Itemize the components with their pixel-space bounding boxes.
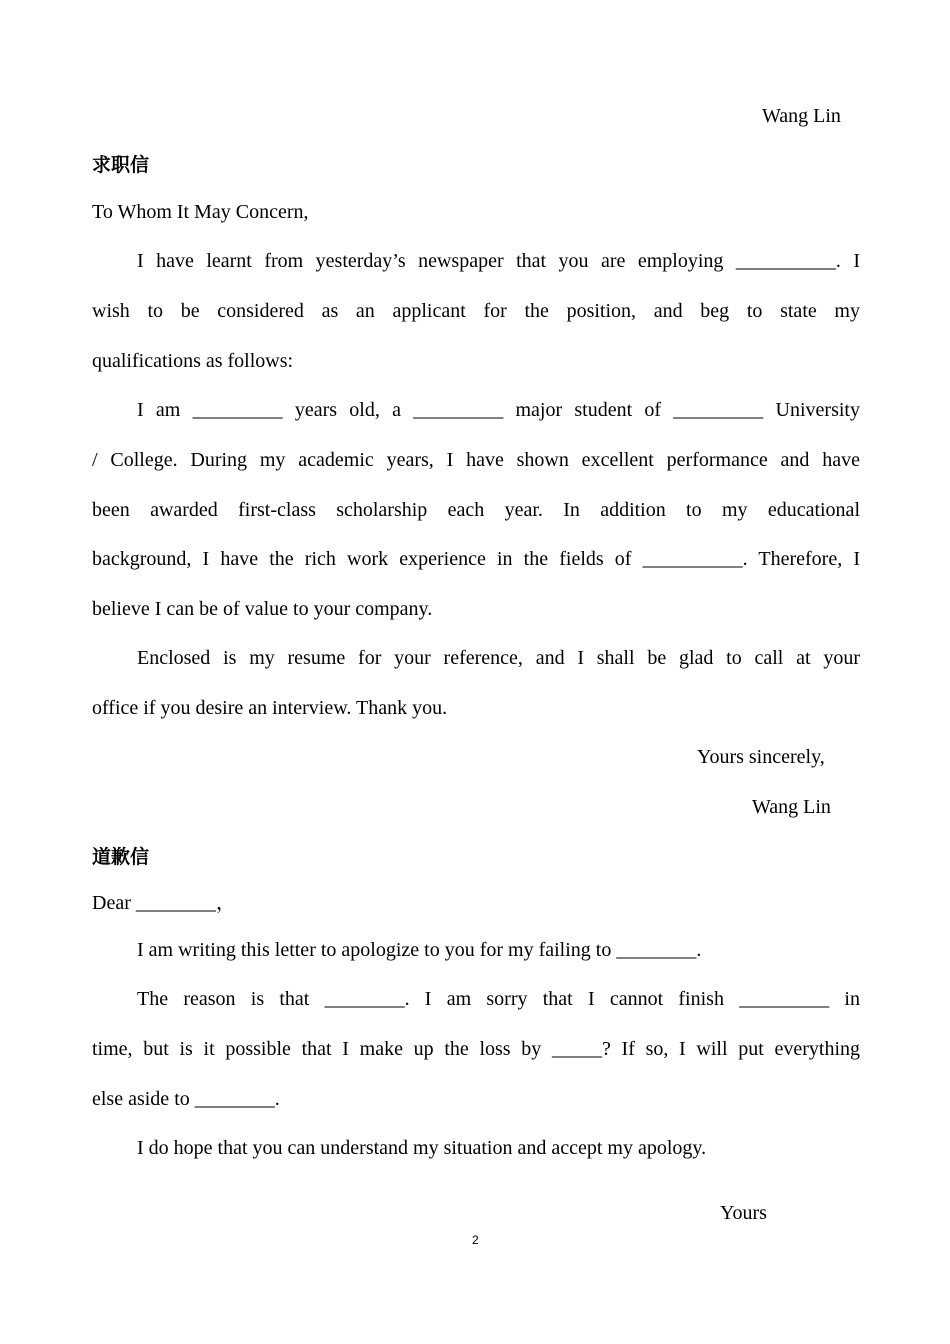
- job-letter-paragraph-3-line-1: Enclosed is my resume for your reference, and I shall be glad to call at your: [137, 647, 860, 669]
- apology-letter-paragraph-1: I am writing this letter to apologize to you for my failing to ________.: [137, 939, 702, 961]
- job-letter-paragraph-2-line-2: / College. During my academic years, I have shown excellent performance and have: [92, 449, 860, 471]
- page-number: 2: [472, 1233, 479, 1247]
- apology-letter-paragraph-2-line-2: time, but is it possible that I make up the loss by _____? If so, I will put everything: [92, 1038, 860, 1060]
- apology-letter-heading: 道歉信: [92, 846, 150, 868]
- job-letter-signature: Wang Lin: [752, 796, 831, 818]
- apology-letter-paragraph-2-line-1: The reason is that ________. I am sorry that I cannot finish _________ in: [137, 988, 860, 1010]
- job-letter-closing: Yours sincerely,: [697, 746, 825, 768]
- apology-letter-paragraph-2-line-3: else aside to ________.: [92, 1088, 280, 1110]
- job-letter-paragraph-2-line-5: believe I can be of value to your company.: [92, 598, 433, 620]
- apology-letter-paragraph-3: I do hope that you can understand my situation and accept my apology.: [137, 1137, 707, 1159]
- job-letter-paragraph-3-line-2: office if you desire an interview. Thank you.: [92, 697, 448, 719]
- job-letter-paragraph-2-line-3: been awarded first-class scholarship each year. In addition to my educational: [92, 499, 860, 521]
- apology-letter-closing: Yours: [720, 1202, 767, 1224]
- job-letter-paragraph-2-line-4: background, I have the rich work experience in the fields of __________. Therefore, I: [92, 548, 860, 570]
- top-signature: Wang Lin: [762, 105, 841, 127]
- job-letter-paragraph-1-line-3: qualifications as follows:: [92, 350, 294, 372]
- job-letter-paragraph-1-line-1: I have learnt from yesterday’s newspaper that you are employing __________. I: [137, 250, 860, 272]
- apology-letter-salutation: Dear ________，: [92, 892, 236, 914]
- job-letter-salutation: To Whom It May Concern,: [92, 201, 309, 223]
- job-letter-heading: 求职信: [92, 154, 150, 176]
- job-letter-paragraph-2-line-1: I am _________ years old, a _________ major student of _________ University: [137, 399, 860, 421]
- job-letter-paragraph-1-line-2: wish to be considered as an applicant for the position, and beg to state my: [92, 300, 860, 322]
